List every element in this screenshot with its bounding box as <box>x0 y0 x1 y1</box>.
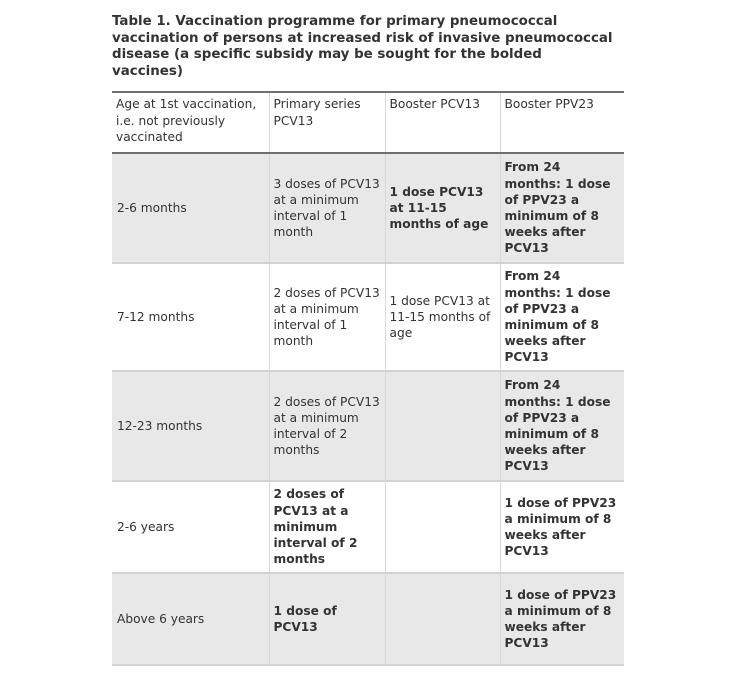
primary-series-cell: 2 doses of PCV13 at a minimum interval of 1 month <box>269 263 385 371</box>
header-primary-series: Primary series PCV13 <box>269 92 385 153</box>
primary-series-cell: 1 dose of PCV13 <box>269 573 385 665</box>
booster-ppv23-cell: 1 dose of PPV23 a minimum of 8 weeks after PCV13 <box>500 573 624 665</box>
age-cell: Above 6 years <box>112 573 269 665</box>
table-row <box>112 573 624 665</box>
primary-series-cell: 2 doses of PCV13 at a minimum interval of 2 months <box>269 481 385 573</box>
booster-ppv23-cell: 1 dose of PPV23 a minimum of 8 weeks after PCV13 <box>500 481 624 573</box>
table-row <box>112 481 624 573</box>
table-row <box>112 371 624 481</box>
table-row <box>112 263 624 371</box>
table-row <box>112 153 624 263</box>
booster-ppv23-cell: From 24 months: 1 dose of PPV23 a minimum of 8 weeks after PCV13 <box>500 371 624 481</box>
age-cell: 7-12 months <box>112 263 269 371</box>
booster-pcv13-cell: 1 dose PCV13 at 11-15 months of age <box>385 153 500 263</box>
booster-ppv23-cell: From 24 months: 1 dose of PPV23 a minimum of 8 weeks after PCV13 <box>500 263 624 371</box>
age-cell: 2-6 years <box>112 481 269 573</box>
booster-pcv13-cell <box>385 371 500 481</box>
header-age: Age at 1st vaccination, i.e. not previously vaccinated <box>112 92 269 153</box>
header-booster-ppv23: Booster PPV23 <box>500 92 624 153</box>
booster-pcv13-cell: 1 dose PCV13 at 11-15 months of age <box>385 263 500 371</box>
booster-pcv13-cell <box>385 573 500 665</box>
primary-series-cell: 3 doses of PCV13 at a minimum interval of 1 month <box>269 153 385 263</box>
header-booster-pcv13: Booster PCV13 <box>385 92 500 153</box>
age-cell: 12-23 months <box>112 371 269 481</box>
vaccination-table <box>112 91 624 666</box>
table-caption: Table 1. Vaccination programme for primary pneumococcal vaccination of persons at increased risk of invasive pneumococcal disease (a specific subsidy may be sought for the bolded vaccines) <box>112 14 613 79</box>
age-cell: 2-6 months <box>112 153 269 263</box>
booster-ppv23-cell: From 24 months: 1 dose of PPV23 a minimum of 8 weeks after PCV13 <box>500 153 624 263</box>
primary-series-cell: 2 doses of PCV13 at a minimum interval of 2 months <box>269 371 385 481</box>
document <box>112 14 624 666</box>
header-row <box>112 92 624 153</box>
booster-pcv13-cell <box>385 481 500 573</box>
